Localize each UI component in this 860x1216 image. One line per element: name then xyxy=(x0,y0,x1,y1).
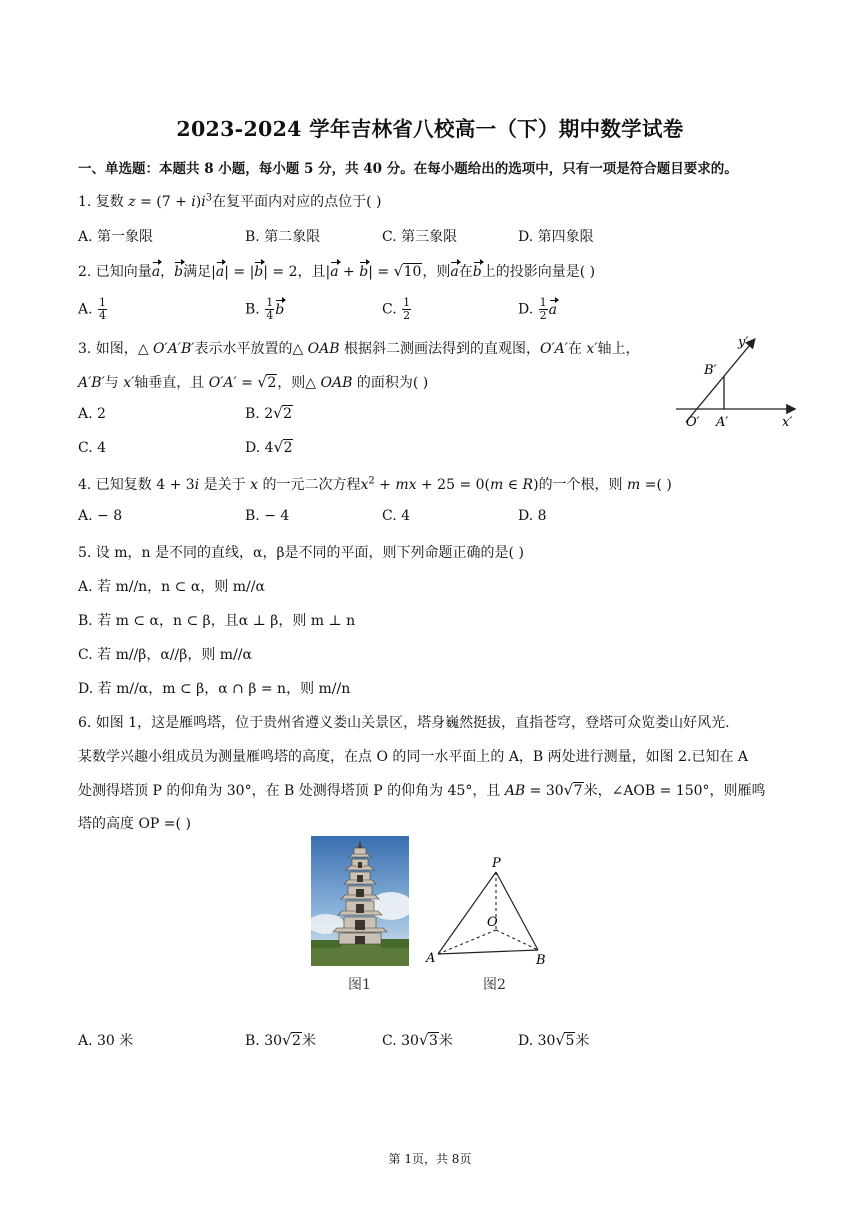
q3-text-7: 轴垂直，且 xyxy=(134,375,209,391)
label-o: O′ xyxy=(686,415,700,430)
q3-text-1: 3. 如图， xyxy=(78,341,138,357)
question-2: 2. 已知向量a，b满足|a| = |b| = 2，且|a + b| = √ 10，则a在b上的投影向量是( ) xyxy=(78,261,595,281)
q2-text-1: 2. 已知向量 xyxy=(78,264,152,280)
q2-option-c[interactable]: C. $\frac{1}{2}$ xyxy=(382,296,411,322)
q4-option-a[interactable]: A. − 8 xyxy=(78,508,123,524)
q3-option-d[interactable]: D. 4√ 2 xyxy=(245,440,293,456)
page-title: 2023-2024 学年吉林省八校高一（下）期中数学试卷 xyxy=(176,117,684,141)
q4-text-4: 的一个根，则 xyxy=(538,477,628,493)
q2-text-5: 在 xyxy=(458,264,473,280)
q4-text-5: ( ) xyxy=(656,477,672,493)
q3-text-3: 根据斜二测画法得到的直观图， xyxy=(339,341,541,357)
figure-1-caption: 图1 xyxy=(348,977,371,993)
q4-option-c[interactable]: C. 4 xyxy=(382,508,411,524)
q3-text-5: 轴上， xyxy=(597,341,640,357)
q3-text-4: 在 xyxy=(567,341,587,357)
q2-option-b[interactable]: B. $\frac{1}{4}$ b xyxy=(245,296,285,322)
q4-option-b[interactable]: B. − 4 xyxy=(245,508,290,524)
pagoda-photo xyxy=(311,836,409,966)
label-b: B xyxy=(536,953,546,968)
question-6-line-1: 6. 如图 1，这是雁鸣塔，位于贵州省遵义娄山关景区，塔身巍然挺拔，直指苍穹，登塔可众览娄山好风光. xyxy=(78,715,730,731)
label-o: O xyxy=(487,915,498,930)
q1-suffix: 在复平面内对应的点位于( ) xyxy=(212,194,382,210)
q6-text-1: 处测得塔顶 P 的仰角为 30°，在 B 处测得塔顶 P 的仰角为 45°，且 xyxy=(78,783,505,799)
question-3-line-1: 3. 如图，△ O′A′B′表示水平放置的△ OAB 根据斜二测画法得到的直观图，O′A′在 x′轴上， xyxy=(78,341,640,357)
q5-option-b[interactable]: B. 若 m ⊂ α，n ⊂ β，且α ⊥ β，则 m ⊥ n xyxy=(78,613,356,629)
q1-prefix: 1. 复数 xyxy=(78,194,129,210)
q1-option-c[interactable]: C. 第三象限 xyxy=(382,229,458,245)
q3-oblique-figure xyxy=(668,330,808,430)
label-a: A′ xyxy=(716,415,729,430)
q3-text-2: 表示水平放置的 xyxy=(194,341,293,357)
question-6-line-2: 某数学兴趣小组成员为测量雁鸣塔的高度，在点 O 的同一水平面上的 A，B 两处进行测量，如图 2.已知在 A xyxy=(78,749,749,765)
q2-text-3: ，且 xyxy=(297,264,326,280)
question-6-line-3: 处测得塔顶 P 的仰角为 30°，在 B 处测得塔顶 P 的仰角为 45°，且 AB = 30√ 7米，∠AOB = 150°，则雁鸣 xyxy=(78,780,766,800)
question-1: 1. 复数 $z = (7 + i)i^3$在复平面内对应的点位于( ) xyxy=(78,192,382,210)
label-b: B′ xyxy=(704,363,717,378)
q3-option-c[interactable]: C. 4 xyxy=(78,440,107,456)
section-heading: 一、单选题：本题共 8 小题，每小题 5 分，共 40 分。在每小题给出的选项中，只有一项是符合题目要求的。 xyxy=(78,161,738,177)
q2-option-a[interactable]: A. $\frac{1}{4}$ xyxy=(78,296,107,322)
q2-text-4: ，则 xyxy=(422,264,451,280)
q3-text-9: 的面积为( ) xyxy=(352,375,429,391)
label-a: A xyxy=(426,951,436,966)
q3-text-6: 与 xyxy=(104,375,124,391)
page-footer: 第 1页，共 8页 xyxy=(388,1152,472,1166)
q1-option-d[interactable]: D. 第四象限 xyxy=(518,229,594,245)
q1-formula: z xyxy=(128,194,136,210)
question-5: 5. 设 m，n 是不同的直线，α，β是不同的平面，则下列命题正确的是( ) xyxy=(78,545,524,561)
q3-option-a[interactable]: A. 2 xyxy=(78,406,106,422)
q2-text-6: 上的投影向量是( ) xyxy=(481,264,596,280)
q1-option-b[interactable]: B. 第二象限 xyxy=(245,229,321,245)
q4-text-1: 4. 已知复数 4 + 3 xyxy=(78,477,195,493)
q5-option-c[interactable]: C. 若 m//β，α//β，则 m//α xyxy=(78,647,252,663)
label-x: x′ xyxy=(782,415,793,430)
q6-text-2: 米，∠AOB = 150°，则雁鸣 xyxy=(583,783,766,799)
label-p: P xyxy=(492,856,501,871)
q6-option-b[interactable]: B. 30√ 2米 xyxy=(245,1030,316,1050)
q5-option-d[interactable]: D. 若 m//α，m ⊂ β，α ∩ β = n，则 m//n xyxy=(78,681,351,697)
q6-option-d[interactable]: D. 30√ 5米 xyxy=(518,1030,589,1050)
q5-option-a[interactable]: A. 若 m//n，n ⊂ α，则 m//α xyxy=(78,579,265,595)
q3-text-8: ，则 xyxy=(277,375,306,391)
q3-option-b[interactable]: B. 2√ 2 xyxy=(245,406,293,422)
q4-text-3: 的一元二次方程 xyxy=(258,477,361,493)
y-axis xyxy=(686,340,754,422)
q6-option-a[interactable]: A. 30 米 xyxy=(78,1033,134,1049)
label-y: y′ xyxy=(738,335,749,350)
figure-2-caption: 图2 xyxy=(483,977,506,993)
q6-option-c[interactable]: C. 30√ 3米 xyxy=(382,1030,453,1050)
q1-option-a[interactable]: A. 第一象限 xyxy=(78,229,154,245)
question-3-line-2: A′B′与 x′轴垂直，且 O′A′ = √ 2，则△ OAB 的面积为( ) xyxy=(78,372,428,392)
q2-option-d[interactable]: D. $\frac{1}{2}$ a xyxy=(518,296,557,322)
q4-option-d[interactable]: D. 8 xyxy=(518,508,547,524)
q2-text-2: 满足 xyxy=(183,264,212,280)
q6-tetrahedron-figure xyxy=(424,850,554,970)
q4-text-2: 是关于 xyxy=(199,477,251,493)
question-4: 4. 已知复数 4 + 3i 是关于 x 的一元二次方程$x^2$ + mx + 25 = 0(m ∈ R)的一个根，则 m =( ) xyxy=(78,475,672,493)
question-6-line-4: 塔的高度 OP =( ) xyxy=(78,816,191,832)
